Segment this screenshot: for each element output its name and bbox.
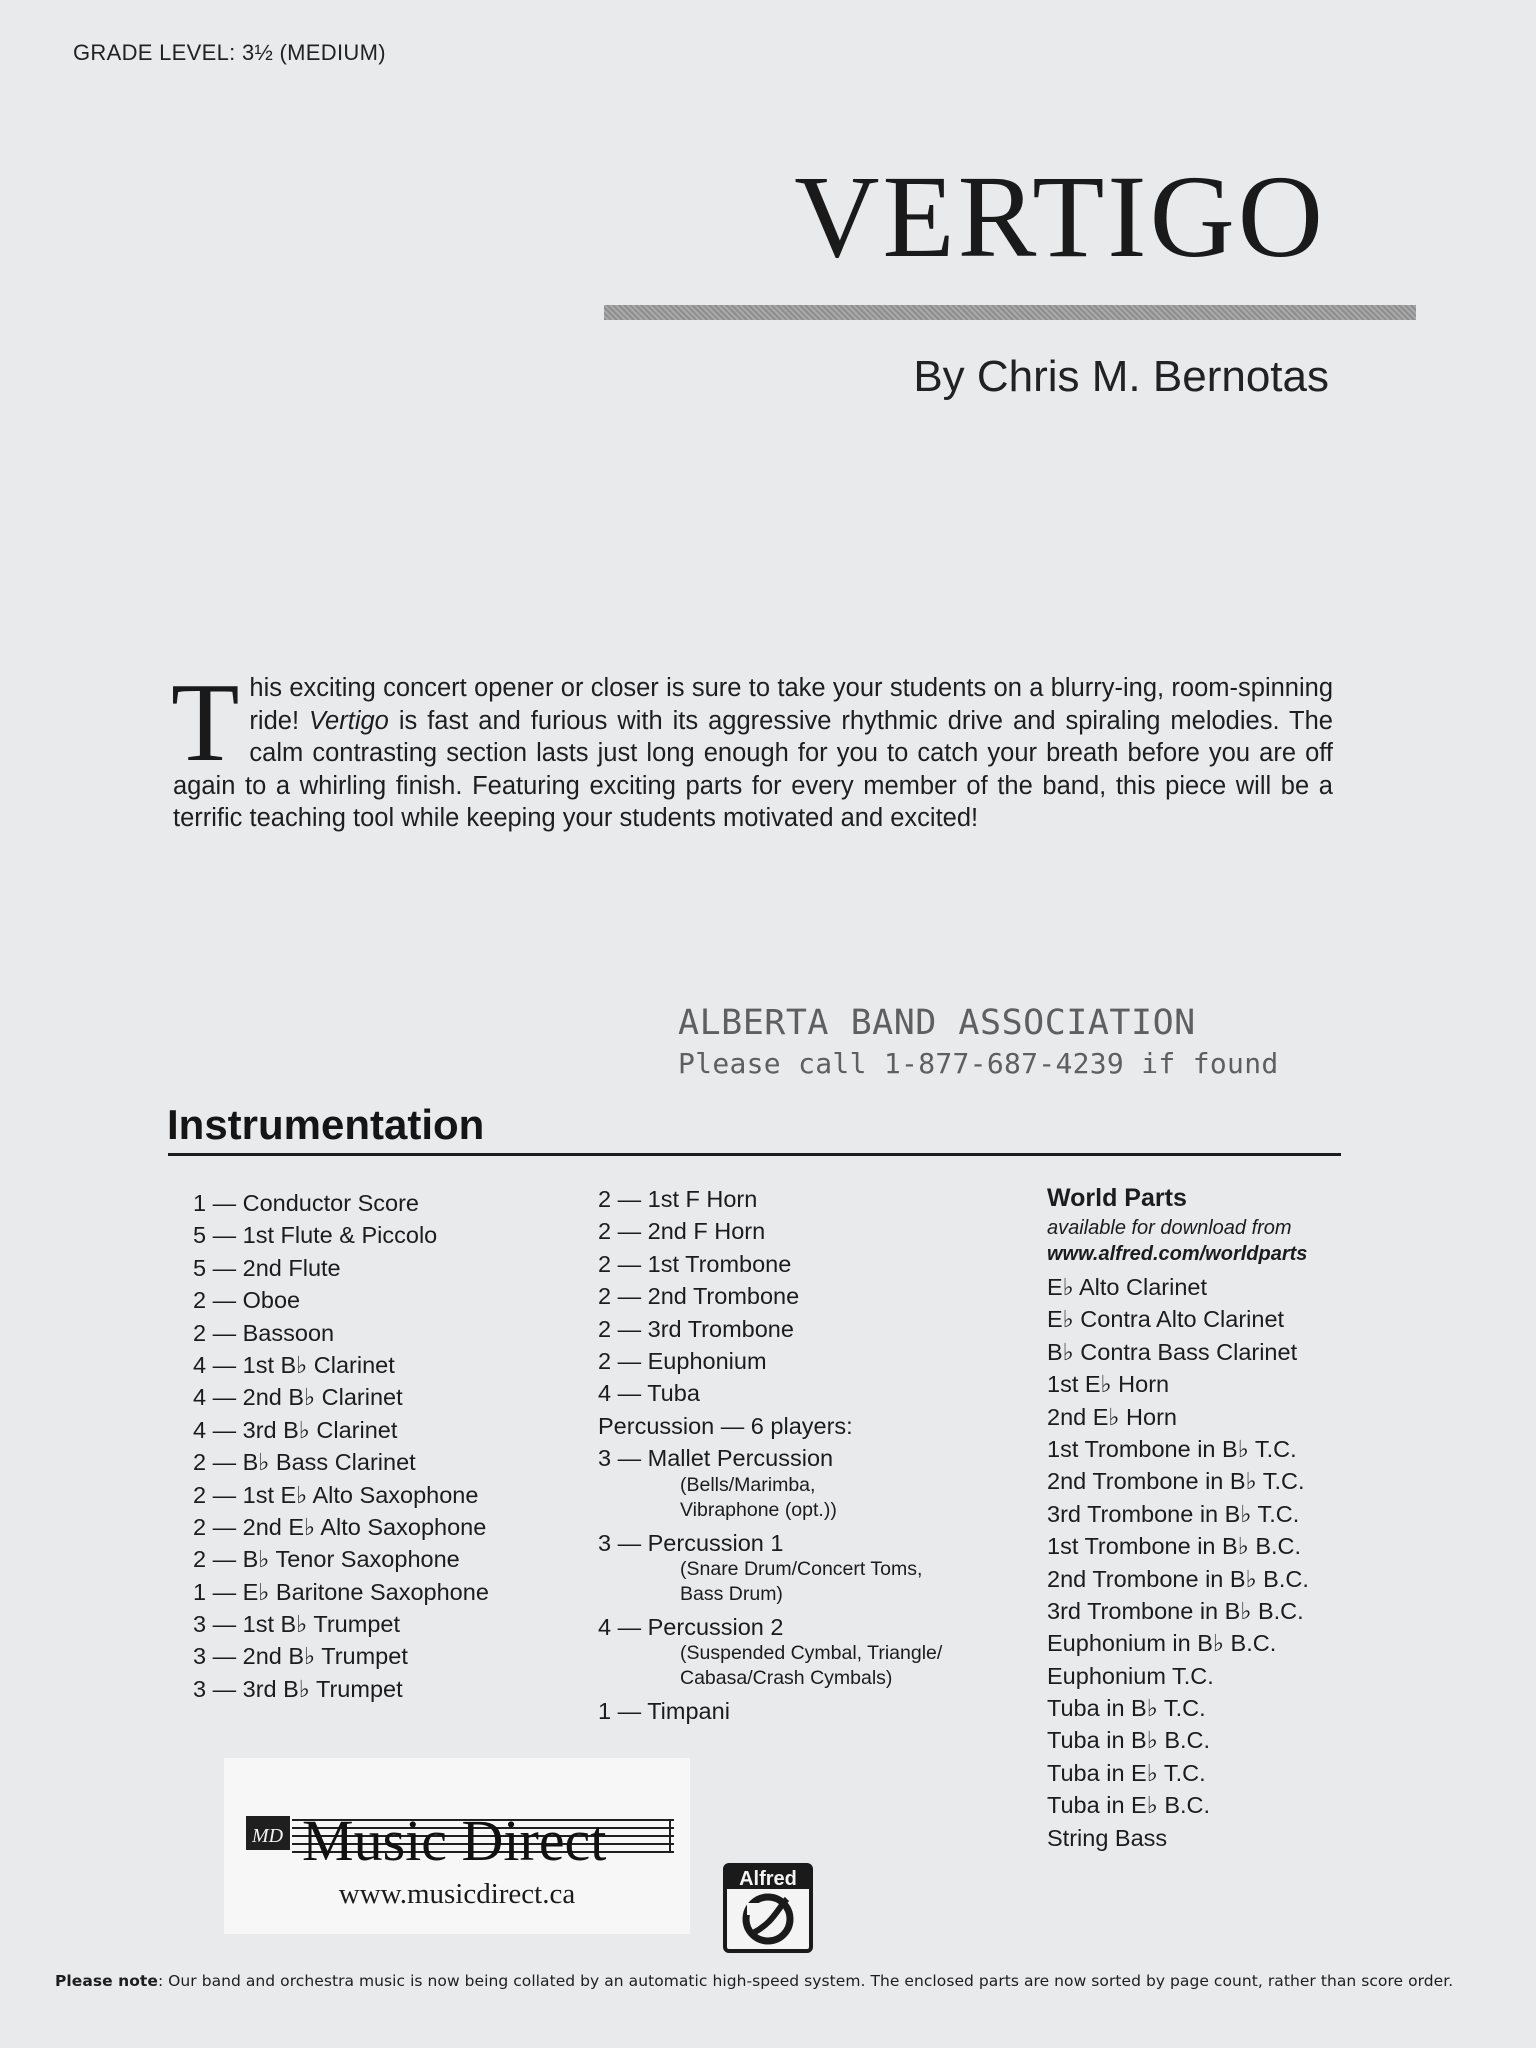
music-direct-url: www.musicdirect.ca: [338, 1878, 576, 1910]
instrument-item: 2 — Bassoon: [193, 1319, 335, 1346]
instrumentation-heading: Instrumentation: [167, 1101, 485, 1148]
percussion-item-detail: [598, 1557, 942, 1607]
instrument-list-column-1: [193, 1187, 489, 1705]
percussion-item-label: 4 — Percussion 2: [598, 1613, 784, 1640]
world-part-item: 2nd E♭ Horn: [1047, 1403, 1177, 1430]
instrument-list-column-2: [598, 1183, 942, 1728]
intro-text-1: his exciting concert opener or closer is sure to take your students on a blurry-ing, room-spinning ride!: [249, 674, 1333, 735]
note-label: Please note: [55, 1972, 158, 1990]
world-parts-url: www.alfred.com/worldparts: [1047, 1243, 1308, 1265]
instrument-item: 4 — 1st B♭ Clarinet: [193, 1351, 395, 1378]
percussion-detail-line: (Suspended Cymbal, Triangle/: [680, 1642, 943, 1665]
music-direct-logo: [246, 1802, 674, 1872]
percussion-heading: Percussion — 6 players:: [598, 1412, 853, 1439]
percussion-list: [598, 1442, 942, 1691]
percussion-detail-line: (Snare Drum/Concert Toms,: [680, 1557, 923, 1580]
instrument-item: 1 — Conductor Score: [193, 1190, 419, 1216]
instrument-item: 1 — E♭ Baritone Saxophone: [193, 1578, 489, 1605]
svg-text:MD: MD: [252, 1825, 284, 1847]
instrument-item: 2 — 1st F Horn: [598, 1186, 758, 1212]
collation-note: [55, 1972, 1485, 1990]
percussion-item: [598, 1527, 942, 1607]
world-part-item: 1st E♭ Horn: [1047, 1371, 1170, 1398]
alfred-logo: [723, 1863, 813, 1953]
percussion-detail-line: (Bells/Marimba,: [680, 1473, 816, 1496]
composer-byline: By Chris M. Bernotas: [913, 352, 1329, 401]
alfred-logo-text: Alfred: [739, 1868, 797, 1890]
world-part-item: Tuba in E♭ T.C.: [1047, 1759, 1206, 1786]
world-part-item: Euphonium T.C.: [1047, 1662, 1214, 1689]
world-parts-list: [1047, 1271, 1309, 1854]
percussion-item: [598, 1442, 942, 1522]
instrument-item: 4 — 3rd B♭ Clarinet: [193, 1416, 398, 1443]
library-stamp: [678, 1002, 1279, 1081]
instrument-item: 5 — 2nd Flute: [193, 1254, 341, 1281]
instrument-item: 2 — 1st E♭ Alto Saxophone: [193, 1481, 479, 1508]
intro-paragraph: [171, 661, 1333, 835]
world-part-item: 1st Trombone in B♭ B.C.: [1047, 1533, 1302, 1560]
instrument-item: 2 — Oboe: [193, 1287, 301, 1314]
world-part-item: Tuba in B♭ B.C.: [1047, 1727, 1211, 1754]
percussion-detail-line: Cabasa/Crash Cymbals): [680, 1667, 893, 1690]
world-part-item: Tuba in E♭ B.C.: [1047, 1792, 1211, 1819]
percussion-detail-line: Bass Drum): [680, 1582, 783, 1605]
world-part-item: 2nd Trombone in B♭ T.C.: [1047, 1468, 1305, 1495]
instrument-item: 5 — 1st Flute & Piccolo: [193, 1222, 438, 1249]
percussion-item-detail: [598, 1641, 942, 1691]
world-part-item: B♭ Contra Bass Clarinet: [1047, 1338, 1298, 1365]
intro-text-2: is fast and furious with its aggressive rhythmic drive and spiraling melodies. The calm contrasting section lasts just long enough for you to catch your breath before you are off again to a whirling finish. Featuring exciting parts for every member of the band, this piece will be a terrific teaching tool while keeping your students motivated and excited!: [173, 706, 1333, 832]
percussion-item-detail: [598, 1473, 942, 1523]
timpani-item: 1 — Timpani: [598, 1698, 730, 1725]
instrument-item: 3 — 2nd B♭ Trumpet: [193, 1643, 408, 1670]
world-part-item: Euphonium in B♭ B.C.: [1047, 1630, 1277, 1657]
instrument-item: 3 — 1st B♭ Trumpet: [193, 1611, 400, 1638]
world-part-item: 2nd Trombone in B♭ B.C.: [1047, 1565, 1309, 1592]
world-parts-availability: available for download from: [1047, 1217, 1292, 1239]
instrument-item: 2 — 2nd F Horn: [598, 1218, 766, 1245]
world-part-item: E♭ Alto Clarinet: [1047, 1274, 1207, 1300]
instrument-item: 2 — 2nd E♭ Alto Saxophone: [193, 1513, 487, 1540]
instrument-item: 2 — B♭ Tenor Saxophone: [193, 1546, 460, 1573]
instrument-item: 2 — Euphonium: [598, 1347, 767, 1374]
instrument-item: 2 — 1st Trombone: [598, 1250, 792, 1277]
intro-italic-title: Vertigo: [309, 706, 389, 735]
world-parts-column: [1047, 1181, 1309, 1854]
instrument-item: 3 — 3rd B♭ Trumpet: [193, 1675, 403, 1702]
grade-level: GRADE LEVEL: 3½ (MEDIUM): [73, 40, 386, 65]
world-part-item: 1st Trombone in B♭ T.C.: [1047, 1435, 1297, 1462]
percussion-item-label: 3 — Mallet Percussion: [598, 1445, 834, 1472]
stamp-line-1: ALBERTA BAND ASSOCIATION: [678, 1003, 1196, 1043]
instrument-item: 2 — 2nd Trombone: [598, 1283, 800, 1310]
instrument-item: 2 — B♭ Bass Clarinet: [193, 1449, 416, 1476]
world-part-item: String Bass: [1047, 1824, 1168, 1851]
instrument-item: 2 — 3rd Trombone: [598, 1315, 794, 1342]
note-text: : Our band and orchestra music is now being collated by an automatic high-speed system. The enclosed parts are now sorted by page count, rather than score order.: [157, 1972, 1454, 1990]
world-part-item: 3rd Trombone in B♭ B.C.: [1047, 1597, 1304, 1624]
stamp-line-2: Please call 1-877-687-4239 if found: [678, 1046, 1279, 1080]
percussion-detail-line: Vibraphone (opt.)): [680, 1498, 837, 1521]
instrument-item: 4 — Tuba: [598, 1380, 700, 1407]
drop-cap: T: [171, 661, 240, 785]
piece-title: VERTIGO: [794, 151, 1326, 282]
percussion-item-label: 3 — Percussion 1: [598, 1529, 784, 1556]
brass-list: [598, 1183, 942, 1410]
world-part-item: E♭ Contra Alto Clarinet: [1047, 1306, 1285, 1333]
world-part-item: Tuba in B♭ T.C.: [1047, 1695, 1206, 1722]
instrumentation-rule: [168, 1153, 1341, 1156]
music-direct-logo-text: Music Direct: [302, 1808, 607, 1872]
instrument-item: 4 — 2nd B♭ Clarinet: [193, 1384, 403, 1411]
percussion-item: [598, 1611, 942, 1691]
world-parts-heading: World Parts: [1047, 1184, 1187, 1212]
world-part-item: 3rd Trombone in B♭ T.C.: [1047, 1500, 1300, 1527]
music-direct-sticker: [224, 1758, 690, 1934]
title-rule: [604, 305, 1416, 320]
